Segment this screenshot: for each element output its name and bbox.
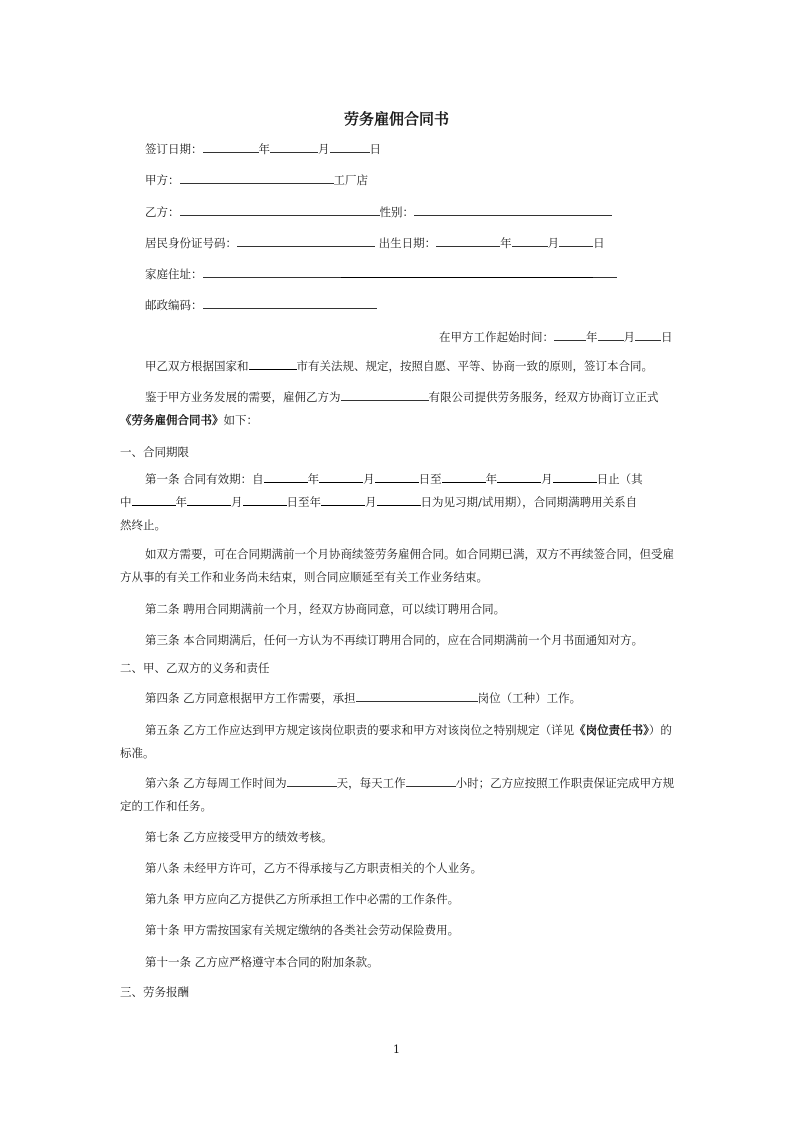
article-text: 月 — [541, 472, 553, 486]
blank-field[interactable] — [375, 471, 419, 483]
party-a-label: 甲方： — [145, 173, 180, 187]
page-number: 1 — [393, 1043, 400, 1056]
blank-field[interactable] — [319, 471, 363, 483]
blank-field[interactable] — [180, 172, 334, 184]
article-2: 第二条 聘用合同期满前一个月，经双方协商同意，可以续订聘用合同。 — [145, 602, 506, 616]
birth-label: 出生日期： — [378, 236, 437, 250]
blank-field[interactable] — [341, 389, 429, 401]
intro-text: 有限公司提供劳务服务，经双方协商订立正式 — [428, 390, 659, 404]
article-10: 第十条 甲方需按国家有关规定缴纳的各类社会劳动保险费用。 — [145, 923, 460, 937]
article-4 — [120, 687, 676, 710]
article-9: 第九条 甲方应向乙方提供乙方所承担工作中必需的工作条件。 — [145, 892, 460, 906]
address-line — [145, 266, 617, 282]
article-7: 第七条 乙方应接受甲方的绩效考核。 — [145, 830, 333, 844]
article-text: 年 — [485, 472, 498, 486]
blank-field[interactable] — [497, 471, 541, 483]
start-date-line — [439, 329, 673, 345]
article-1-cont — [120, 491, 676, 514]
address-label: 家庭住址： — [145, 267, 203, 281]
blank-field[interactable] — [414, 204, 612, 216]
article-text: 日至 — [418, 472, 442, 486]
article-text: ）的标准。 — [120, 723, 672, 760]
postcode-line — [145, 297, 377, 313]
article-text: 岗位（工种）工作。 — [477, 691, 582, 705]
intro-text: 鉴于甲方业务发展的需要，雇佣乙方为 — [145, 390, 341, 404]
blank-field[interactable] — [203, 297, 377, 309]
responsibility-doc-name: 《岗位责任书》 — [574, 723, 649, 737]
blank-field[interactable] — [635, 329, 661, 341]
day-label: 日 — [369, 142, 381, 156]
intro-paragraph-1 — [120, 355, 676, 378]
article-text: 中 — [120, 495, 132, 509]
blank-field[interactable] — [287, 775, 337, 787]
postcode-label: 邮政编码： — [145, 298, 203, 312]
blank-field[interactable] — [341, 266, 593, 278]
party-a-suffix: 工厂店 — [333, 173, 368, 187]
renew-paragraph: 如双方需要，可在合同期满前一个月协商续签劳务雇佣合同。如合同期已满，双方不再续签合同，但受雇方从事的有关工作和业务尚未结束，则合同应顺延至有关工作业务结束。 — [120, 547, 674, 584]
blank-field[interactable] — [203, 141, 259, 153]
day-label: 日 — [661, 330, 673, 344]
party-b-label: 乙方： — [145, 205, 180, 219]
blank-field[interactable] — [243, 494, 287, 506]
article-text: 月 — [365, 495, 377, 509]
blank-field[interactable] — [559, 235, 593, 247]
blank-field[interactable] — [132, 494, 176, 506]
document-title: 劳务雇佣合同书 — [343, 110, 449, 128]
section-heading-2: 二、甲、乙双方的义务和责任 — [120, 661, 270, 675]
blank-field[interactable] — [512, 235, 548, 247]
blank-field[interactable] — [436, 235, 500, 247]
article-1-end: 然终止。 — [120, 518, 166, 532]
id-label: 居民身份证号码： — [145, 236, 237, 250]
article-text: 第五条 乙方工作应达到甲方规定该岗位职责的要求和甲方对该岗位之特别规定（详见 — [145, 723, 575, 737]
day-label: 日 — [593, 236, 605, 250]
blank-field[interactable] — [187, 494, 231, 506]
article-text: 日为见习期/试用期），合同期满聘用关系自 — [420, 495, 638, 509]
year-label: 年 — [586, 330, 598, 344]
blank-field[interactable] — [593, 266, 617, 278]
article-text: 第一条 合同有效期：自 — [145, 472, 264, 486]
blank-field[interactable] — [377, 494, 421, 506]
section-heading-1: 一、合同期限 — [120, 445, 189, 459]
article-5 — [120, 719, 676, 765]
intro-text: 市有关法规、规定，按照自愿、平等、协商一致的原则，签订本合同。 — [296, 359, 653, 373]
blank-field[interactable] — [270, 141, 318, 153]
blank-field[interactable] — [554, 329, 586, 341]
article-text: 小时；乙方应按照工作职责保证完成甲方规定的工作和任务。 — [120, 776, 675, 813]
article-text: 年 — [307, 472, 320, 486]
blank-field[interactable] — [330, 141, 370, 153]
year-label: 年 — [258, 142, 270, 156]
article-6 — [120, 772, 676, 818]
sign-date-line — [145, 141, 381, 157]
article-text: 月 — [231, 495, 243, 509]
party-b-line — [145, 204, 612, 220]
year-label: 年 — [500, 236, 512, 250]
article-text: 日至年 — [286, 495, 321, 509]
sign-date-label: 签订日期： — [145, 142, 203, 156]
blank-field[interactable] — [237, 235, 375, 247]
start-label: 在甲方工作起始时间： — [439, 330, 554, 344]
blank-field[interactable] — [180, 204, 380, 216]
article-3: 第三条 本合同期满后，任何一方认为不再续订聘用合同的，应在合同期满前一个月书面通知对方。 — [145, 633, 644, 647]
article-text: 年 — [175, 495, 187, 509]
month-label: 月 — [318, 142, 330, 156]
month-label: 月 — [547, 236, 560, 250]
blank-field[interactable] — [203, 266, 341, 278]
section-heading-3: 三、劳务报酬 — [120, 985, 189, 999]
article-11: 第十一条 乙方应严格遵守本合同的附加条款。 — [145, 955, 379, 969]
article-text: 第四条 乙方同意根据甲方工作需要，承担 — [145, 691, 356, 705]
blank-field[interactable] — [264, 471, 308, 483]
party-a-line — [145, 172, 368, 188]
article-text: 第六条 乙方每周工作时间为 — [145, 776, 287, 790]
blank-field[interactable] — [442, 471, 486, 483]
article-1 — [120, 468, 676, 491]
article-text: 日止（其 — [596, 472, 643, 486]
month-label: 月 — [623, 330, 635, 344]
gender-label: 性别： — [379, 205, 414, 219]
intro-paragraph-2 — [120, 386, 676, 432]
article-text: 天，每天工作 — [336, 776, 406, 790]
intro-text: 甲乙双方根据国家和 — [145, 359, 249, 373]
intro-text: 如下： — [223, 413, 258, 427]
blank-field[interactable] — [553, 471, 597, 483]
blank-field[interactable] — [598, 329, 624, 341]
contract-name: 《劳务雇佣合同书》 — [120, 413, 224, 427]
article-text: 月 — [363, 472, 375, 486]
blank-field[interactable] — [406, 775, 456, 787]
blank-field[interactable] — [356, 690, 478, 702]
id-line — [145, 235, 605, 251]
article-8: 第八条 未经甲方许可，乙方不得承接与乙方职责相关的个人业务。 — [145, 861, 483, 875]
blank-field[interactable] — [321, 494, 365, 506]
blank-field[interactable] — [249, 358, 297, 370]
